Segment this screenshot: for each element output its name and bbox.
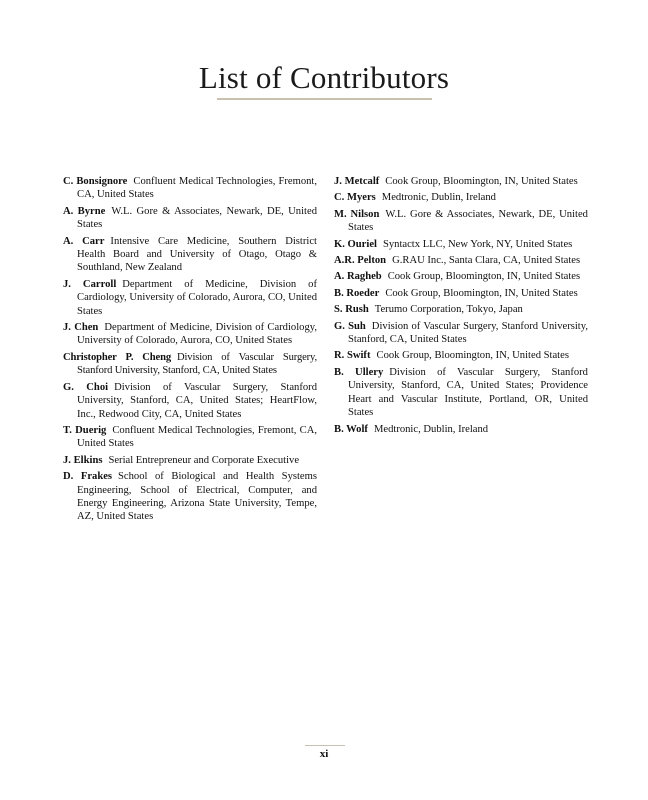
- contributor-name: M. Nilson: [334, 208, 380, 220]
- contributor-affiliation: Cook Group, Bloomington, IN, United States: [385, 287, 578, 299]
- contributor-name: J. Chen: [63, 322, 99, 334]
- contributors-column-left: [63, 175, 317, 527]
- page-number: xi: [319, 748, 329, 760]
- contributor-affiliation: Department of Medicine, Division of Cardiology, University of Colorado, Aurora, CO, United States: [77, 322, 318, 347]
- contributor-affiliation: Cook Group, Bloomington, IN, United States: [376, 350, 569, 362]
- contributor-affiliation: Division of Vascular Surgery, Stanford University, Stanford, CA, United States; Providence Heart and Vascular Institute, Portland, OR, United States: [348, 366, 588, 419]
- contributor-name: Christopher P. Cheng: [63, 351, 171, 363]
- contributor-entry: [63, 175, 317, 202]
- contributor-entry: [63, 424, 317, 451]
- contributor-entry: [334, 191, 588, 204]
- contributor-name: T. Duerig: [63, 424, 107, 436]
- contributor-name: B. Ullery: [334, 366, 384, 378]
- contributor-affiliation: Division of Vascular Surgery, Stanford University, Stanford, CA, United States: [77, 351, 317, 377]
- contributor-entry: [334, 208, 588, 235]
- contributor-affiliation: Cook Group, Bloomington, IN, United States: [387, 271, 581, 283]
- contributor-affiliation: Serial Entrepreneur and Corporate Executive: [108, 454, 300, 466]
- contributor-entry: [63, 454, 317, 467]
- contributor-affiliation: Confluent Medical Technologies, Fremont, CA, United States: [77, 424, 318, 450]
- contributor-entry: [63, 351, 317, 378]
- contributor-entry: [334, 287, 588, 300]
- contributor-name: R. Swift: [334, 350, 371, 362]
- contributor-name: B. Wolf: [334, 423, 368, 435]
- contributor-name: C. Bonsignore: [63, 176, 128, 187]
- contributor-entry: [334, 175, 588, 188]
- page-title: List of Contributors: [198, 60, 450, 95]
- contributor-affiliation: Terumo Corporation, Tokyo, Japan: [374, 304, 523, 316]
- contributor-affiliation: Intensive Care Medicine, Southern District Health Board and University of Otago, Otago & Southland, New Zealand: [77, 235, 317, 274]
- contributor-name: J. Elkins: [63, 454, 103, 466]
- contributor-name: A. Byrne: [63, 205, 106, 217]
- contributor-entry: [63, 470, 317, 524]
- contributor-affiliation: W.L. Gore & Associates, Newark, DE, United States: [77, 205, 317, 231]
- contributor-name: A.R. Pelton: [334, 255, 387, 267]
- contributor-name: B. Roeder: [334, 287, 380, 299]
- contributor-entry: [334, 349, 588, 362]
- contributor-name: A. Ragheb: [334, 271, 382, 283]
- contributor-entry: [334, 366, 588, 420]
- contributor-name: S. Rush: [334, 304, 369, 316]
- contributor-entry: [334, 238, 588, 251]
- title-underline-divider: [217, 98, 432, 100]
- contributor-entry: [63, 278, 317, 318]
- contributor-affiliation: Confluent Medical Technologies, Fremont, CA, United States: [77, 176, 318, 201]
- contributor-affiliation: Medtronic, Dublin, Ireland: [373, 423, 489, 435]
- contributor-affiliation: Division of Vascular Surgery, Stanford University, Stanford, CA, United States; HeartFlow, Inc., Redwood City, CA, United States: [77, 381, 317, 420]
- contributor-entry: [63, 205, 317, 232]
- contributor-name: G. Choi: [63, 381, 109, 393]
- contributor-name: A. Carr: [63, 235, 105, 247]
- contributor-entry: [334, 303, 588, 316]
- contributor-entry: [334, 254, 588, 267]
- contributor-affiliation: Division of Vascular Surgery, Stanford University, Stanford, CA, United States: [348, 320, 588, 346]
- contributors-column-right: [334, 175, 588, 439]
- contributor-affiliation: Medtronic, Dublin, Ireland: [381, 192, 496, 204]
- contributor-entry: [334, 270, 588, 283]
- contributor-entry: [334, 423, 588, 436]
- contributor-entry: [63, 235, 317, 275]
- contributor-name: D. Frakes: [63, 471, 113, 483]
- contributor-affiliation: G.RAU Inc., Santa Clara, CA, United States: [392, 255, 581, 267]
- contributor-affiliation: Syntactx LLC, New York, NY, United States: [382, 238, 573, 250]
- contributor-entry: [334, 320, 588, 347]
- contributor-name: J. Metcalf: [334, 176, 380, 187]
- contributor-affiliation: Cook Group, Bloomington, IN, United States: [385, 176, 578, 187]
- contributor-name: J. Carroll: [63, 278, 117, 290]
- contributor-affiliation: Department of Medicine, Division of Cardiology, University of Colorado, Aurora, CO, United States: [77, 278, 318, 317]
- contributor-name: G. Suh: [334, 320, 366, 332]
- contributor-name: K. Ouriel: [334, 238, 377, 250]
- contributor-name: C. Myers: [334, 192, 376, 204]
- contributor-affiliation: W.L. Gore & Associates, Newark, DE, United States: [348, 208, 588, 234]
- contributor-entry: [63, 381, 317, 421]
- page-number-divider: [305, 745, 345, 746]
- contributor-entry: [63, 321, 317, 348]
- contributor-affiliation: School of Biological and Health Systems Engineering, School of Electrical, Computer, and Energy Engineering, Arizona State University, Tempe, AZ, United States: [77, 471, 317, 523]
